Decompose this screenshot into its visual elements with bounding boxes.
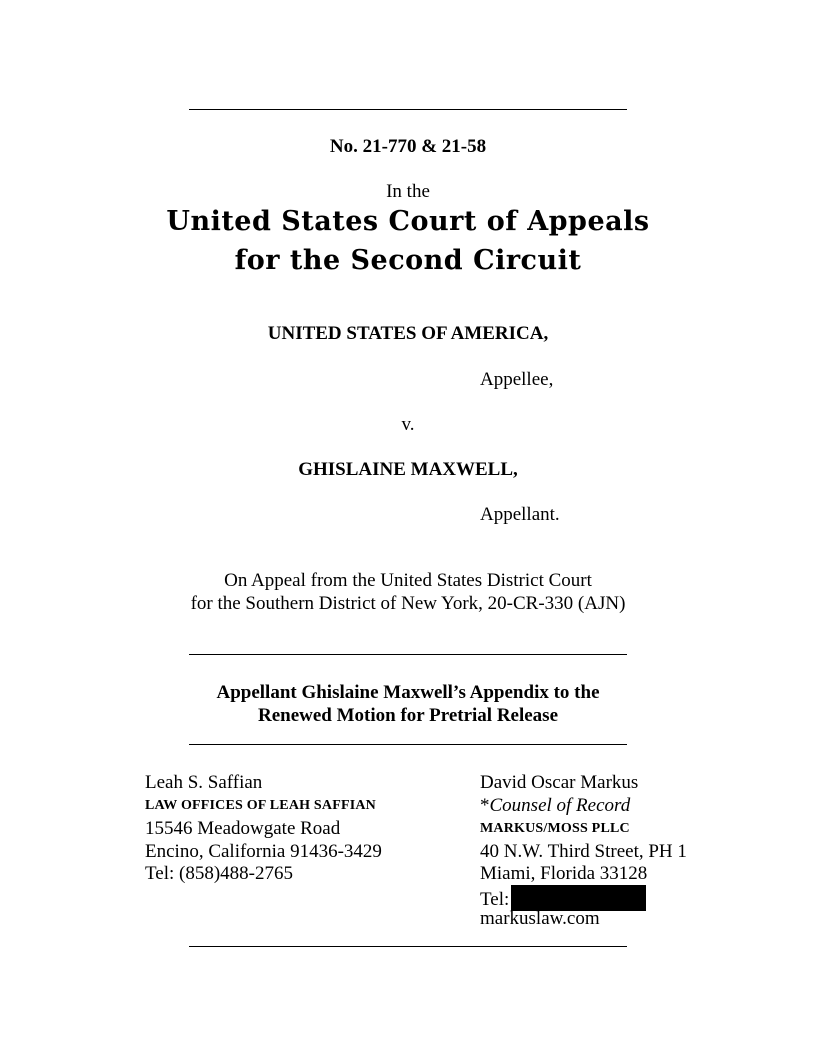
counsel-star: * [480,795,490,816]
left-counsel-name: Leah S. Saffian [145,772,263,793]
document-title-line2: Renewed Motion for Pretrial Release [257,705,559,726]
right-counsel-address1: 40 N.W. Third Street, PH 1 [480,841,687,862]
left-counsel-tel: Tel: (858)488-2765 [145,863,294,884]
left-counsel-firm: LAW OFFICES OF LEAH SAFFIAN [145,798,376,813]
versus-text: v. [401,414,415,435]
court-name-line2: for the Second Circuit [234,245,582,276]
plaintiff-role: Appellee, [480,369,554,390]
top-rule [189,109,627,110]
in-the-text: In the [386,181,430,202]
right-counsel-address2: Miami, Florida 33128 [480,863,648,884]
right-counsel-firm: MARKUS/MOSS PLLC [480,821,630,836]
defendant-role: Appellant. [480,504,560,525]
counsel-of-record: Counsel of Record [489,795,631,816]
left-counsel-address1: 15546 Meadowgate Road [145,818,341,839]
right-counsel-web: markuslaw.com [480,908,600,929]
appeal-line-1: On Appeal from the United States District Court [224,570,592,591]
tel-label: Tel: [480,889,510,910]
plaintiff-name: UNITED STATES OF AMERICA, [267,323,549,344]
document-title-line1: Appellant Ghislaine Maxwell’s Appendix to the [216,682,600,703]
court-name-line1: United States Court of Appeals [166,206,650,237]
bottom-rule [189,946,627,947]
left-counsel-address2: Encino, California 91436-3429 [145,841,382,862]
appeal-line-2: for the Southern District of New York, 20-CR-330 (AJN) [190,593,626,614]
right-counsel-name: David Oscar Markus [480,772,639,793]
title-rule [189,744,627,745]
defendant-name: GHISLAINE MAXWELL, [298,459,518,480]
right-counsel-role-line [480,795,630,817]
middle-rule [189,654,627,655]
docket-number: No. 21-770 & 21-58 [329,136,487,157]
